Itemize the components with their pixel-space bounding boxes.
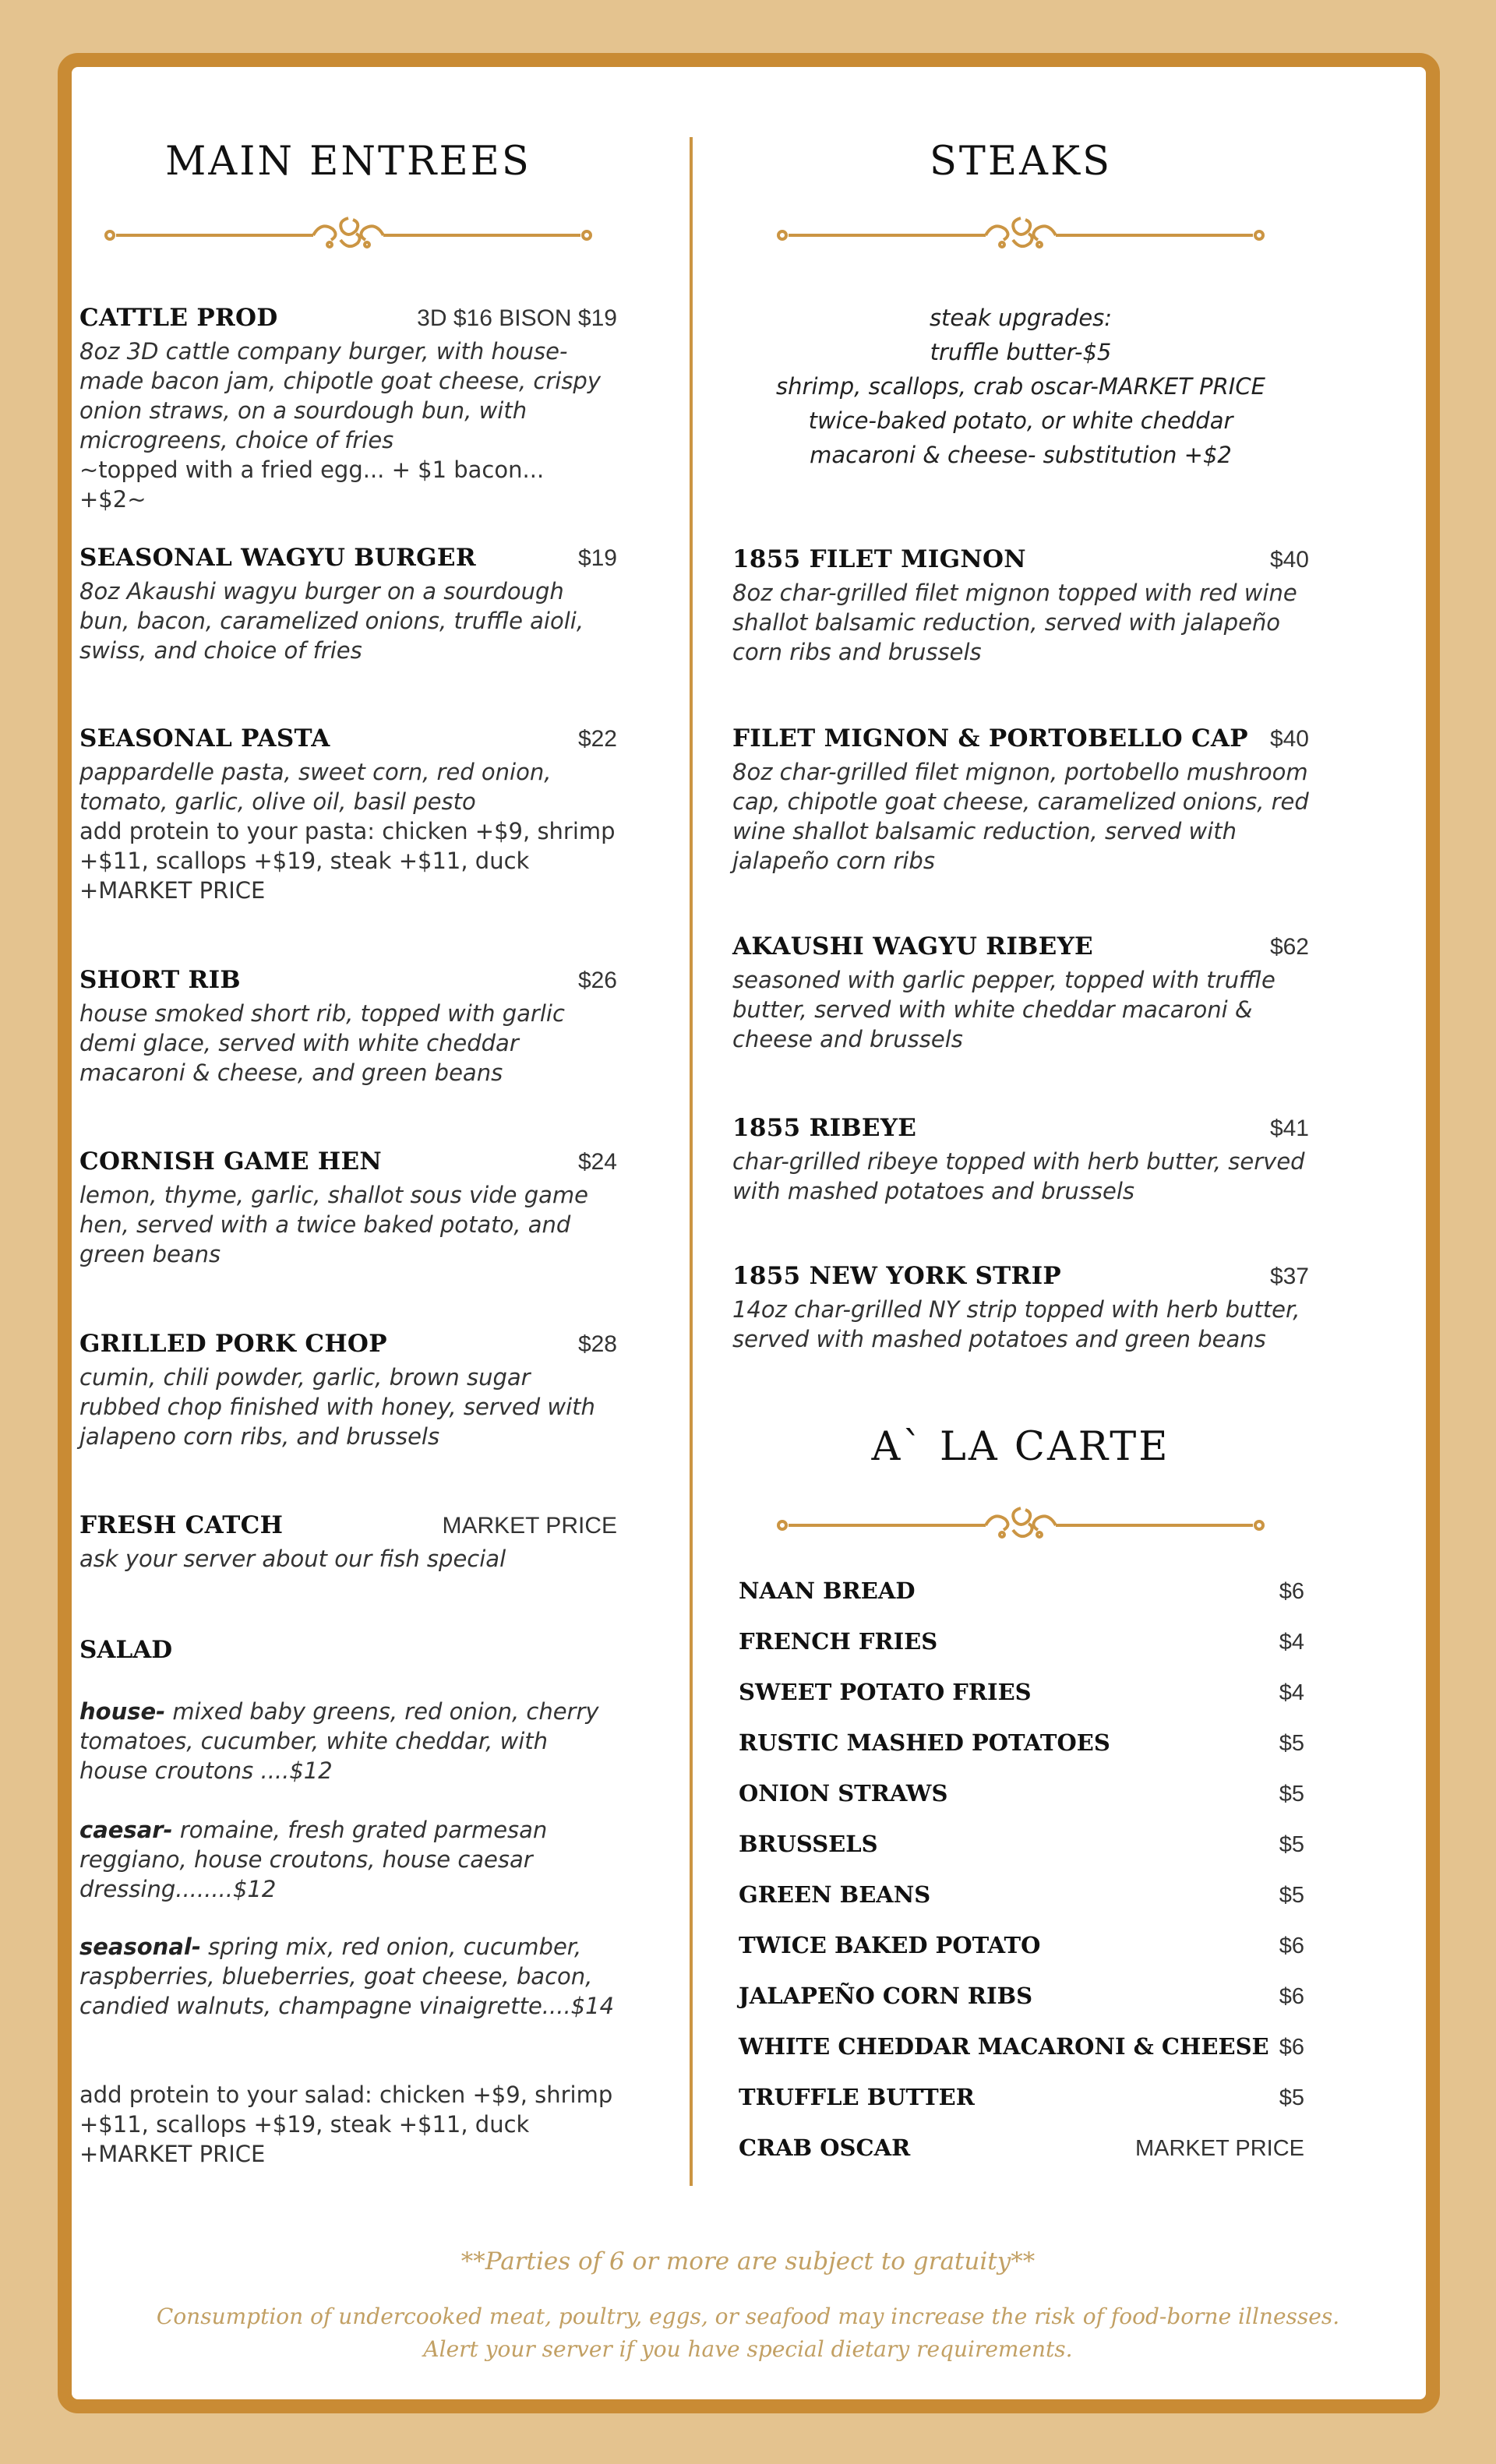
item-description: lemon, thyme, garlic, shallot sous vide game hen, served with a twice baked potato, and green beans — [79, 1182, 588, 1267]
item-name: SHORT RIB — [79, 966, 241, 994]
side-price: $4 — [1279, 1630, 1304, 1655]
item-price: $19 — [577, 545, 617, 571]
item-description: 8oz char-grilled filet mignon topped with red wine shallot balsamic reduction, served with jalapeño corn ribs and brussels — [732, 580, 1297, 665]
salad-seasonal — [79, 1932, 617, 2021]
item-price: $26 — [577, 968, 617, 993]
item-name: SEASONAL PASTA — [79, 724, 330, 753]
list-item — [732, 1831, 1309, 1881]
item-price: $41 — [1269, 1116, 1309, 1141]
side-price: $5 — [1279, 1731, 1304, 1756]
main-entrees-title: MAIN ENTREES — [165, 139, 531, 185]
item-price: $22 — [577, 726, 617, 752]
list-item — [732, 1932, 1309, 1983]
upgrade-line: steak upgrades: — [929, 305, 1113, 331]
salad-house — [79, 1697, 617, 1785]
item-description: 8oz Akaushi wagyu burger on a sourdough bun, bacon, caramelized onions, truffle aioli, swiss, and choice of fries — [79, 578, 584, 664]
item-price: $28 — [577, 1331, 617, 1357]
list-item — [732, 1577, 1309, 1628]
item-description: cumin, chili powder, garlic, brown sugar rubbed chop finished with honey, served with jalapeno corn ribs, and brussels — [79, 1364, 595, 1450]
menu-item-1855-filet-mignon — [732, 545, 1309, 667]
item-name: AKAUSHI WAGYU RIBEYE — [732, 932, 1093, 961]
a-la-carte-title: A` LA CARTE — [871, 1424, 1170, 1470]
menu-item-filet-portobello — [732, 724, 1309, 876]
list-item — [732, 2084, 1309, 2134]
side-price: $5 — [1279, 2085, 1304, 2110]
side-name: TRUFFLE BUTTER — [739, 2084, 975, 2110]
side-price: $5 — [1279, 1832, 1304, 1857]
item-name: SEASONAL WAGYU BURGER — [79, 544, 476, 572]
food-safety-warning — [0, 2300, 1496, 2366]
menu-item-short-rib — [79, 966, 617, 1087]
gratuity-notice: **Parties of 6 or more are subject to gratuity** — [460, 2247, 1036, 2275]
item-description: house smoked short rib, topped with garlic demi glace, served with white cheddar macaroni & cheese, and green beans — [79, 1000, 565, 1086]
side-name: TWICE BAKED POTATO — [739, 1932, 1041, 1958]
side-price: $4 — [1279, 1680, 1304, 1705]
item-name: 1855 NEW YORK STRIP — [732, 1262, 1062, 1290]
menu-item-akaushi-wagyu-ribeye — [732, 932, 1309, 1054]
list-item — [732, 1628, 1309, 1679]
side-price: $6 — [1279, 1984, 1304, 2009]
flourish-ornament-icon — [732, 1494, 1309, 1556]
side-name: JALAPEÑO CORN RIBS — [739, 1983, 1033, 2009]
list-item — [732, 1780, 1309, 1831]
salad-title: SALAD — [79, 1636, 173, 1664]
salad-label: seasonal- — [79, 1933, 201, 1960]
item-price: MARKET PRICE — [442, 1513, 617, 1539]
menu-item-seasonal-wagyu-burger — [79, 544, 617, 665]
salad-label: caesar- — [79, 1817, 173, 1843]
salad-text: mixed baby greens, red onion, cherry tomatoes, cucumber, white cheddar, with house croutons ....$12 — [79, 1698, 599, 1784]
flourish-ornament-icon — [732, 204, 1309, 266]
item-description: 8oz 3D cattle company burger, with house-made bacon jam, chipotle goat cheese, crispy onion straws, on a sourdough bun, with microgreens, choice of fries — [79, 338, 601, 453]
item-name: GRILLED PORK CHOP — [79, 1330, 387, 1358]
steak-upgrades — [732, 301, 1309, 472]
a-la-carte-list — [732, 1577, 1309, 2185]
side-name: RUSTIC MASHED POTATOES — [739, 1729, 1110, 1756]
side-name: GREEN BEANS — [739, 1881, 931, 1908]
warning-line: Alert your server if you have special dietary requirements. — [423, 2336, 1073, 2362]
item-price: 3D $16 BISON $19 — [417, 305, 617, 331]
item-name: 1855 FILET MIGNON — [732, 545, 1026, 573]
side-name: SWEET POTATO FRIES — [739, 1679, 1032, 1705]
item-price: $62 — [1269, 934, 1309, 960]
menu-item-1855-ribeye — [732, 1114, 1309, 1206]
side-price: $5 — [1279, 1782, 1304, 1807]
salad-protein-note: add protein to your salad: chicken +$9, shrimp +$11, scallops +$19, steak +$11, duck +MARKET PRICE — [79, 2082, 613, 2167]
menu-item-cattle-prod — [79, 304, 617, 514]
side-price: MARKET PRICE — [1134, 2136, 1304, 2161]
item-description: 14oz char-grilled NY strip topped with herb butter, served with mashed potatoes and green beans — [732, 1296, 1300, 1352]
steaks-title: STEAKS — [929, 139, 1113, 185]
salad-label: house- — [79, 1698, 166, 1725]
item-price: $40 — [1269, 547, 1309, 573]
item-price: $24 — [577, 1149, 617, 1175]
menu-item-1855-new-york-strip — [732, 1262, 1309, 1354]
list-item — [732, 1983, 1309, 2033]
menu-item-fresh-catch — [79, 1511, 617, 1574]
menu-item-seasonal-pasta — [79, 724, 617, 905]
side-price: $5 — [1279, 1883, 1304, 1908]
salad-text: romaine, fresh grated parmesan reggiano, house croutons, house caesar dressing........$12 — [79, 1817, 548, 1902]
upgrade-line: macaroni & cheese- substitution +$2 — [810, 442, 1232, 468]
list-item — [732, 1729, 1309, 1780]
upgrade-line: truffle butter-$5 — [930, 339, 1112, 365]
salad-caesar — [79, 1815, 617, 1904]
upgrade-line: shrimp, scallops, crab oscar-MARKET PRICE — [776, 373, 1265, 400]
flourish-ornament-icon — [79, 204, 617, 266]
upgrade-line: twice-baked potato, or white cheddar — [808, 407, 1233, 434]
item-description: pappardelle pasta, sweet corn, red onion, tomato, garlic, olive oil, basil pesto — [79, 759, 552, 815]
item-name: CATTLE PROD — [79, 304, 278, 332]
side-price: $6 — [1279, 1933, 1304, 1958]
list-item — [732, 2033, 1309, 2084]
side-price: $6 — [1279, 2035, 1304, 2060]
item-description: ask your server about our fish special — [79, 1546, 506, 1572]
list-item — [732, 1679, 1309, 1729]
item-price: $37 — [1269, 1264, 1309, 1289]
side-name: BRUSSELS — [739, 1831, 878, 1857]
item-note: add protein to your pasta: chicken +$9, shrimp +$11, scallops +$19, steak +$11, duck +MARKET PRICE — [79, 818, 616, 904]
list-item — [732, 1881, 1309, 1932]
item-name: FRESH CATCH — [79, 1511, 284, 1539]
side-name: NAAN BREAD — [739, 1577, 916, 1604]
side-name: FRENCH FRIES — [739, 1628, 938, 1655]
item-name: 1855 RIBEYE — [732, 1114, 917, 1142]
item-name: FILET MIGNON & PORTOBELLO CAP — [732, 724, 1248, 753]
side-name: ONION STRAWS — [739, 1780, 948, 1807]
item-price: $40 — [1269, 726, 1309, 752]
item-description: char-grilled ribeye topped with herb butter, served with mashed potatoes and brussels — [732, 1148, 1305, 1204]
item-note: ~topped with a fried egg... + $1 bacon... +$2~ — [79, 456, 545, 513]
menu-item-cornish-game-hen — [79, 1147, 617, 1269]
item-description: 8oz char-grilled filet mignon, portobello mushroom cap, chipotle goat cheese, caramelized onions, red wine shallot balsamic reduction, served with jalapeño corn ribs — [732, 759, 1309, 874]
item-name: CORNISH GAME HEN — [79, 1147, 383, 1176]
salad-text: spring mix, red onion, cucumber, raspberries, blueberries, goat cheese, bacon, candied walnuts, champagne vinaigrette....$14 — [79, 1933, 615, 2019]
side-price: $6 — [1279, 1579, 1304, 1604]
warning-line: Consumption of undercooked meat, poultry, eggs, or seafood may increase the risk of food-borne illnesses. — [156, 2304, 1340, 2329]
column-divider — [690, 137, 693, 2186]
item-description: seasoned with garlic pepper, topped with truffle butter, served with white cheddar macaroni & cheese and brussels — [732, 967, 1275, 1052]
side-name: WHITE CHEDDAR MACARONI & CHEESE — [739, 2033, 1269, 2060]
side-name: CRAB OSCAR — [739, 2134, 911, 2161]
list-item — [732, 2134, 1309, 2185]
menu-item-grilled-pork-chop — [79, 1330, 617, 1451]
